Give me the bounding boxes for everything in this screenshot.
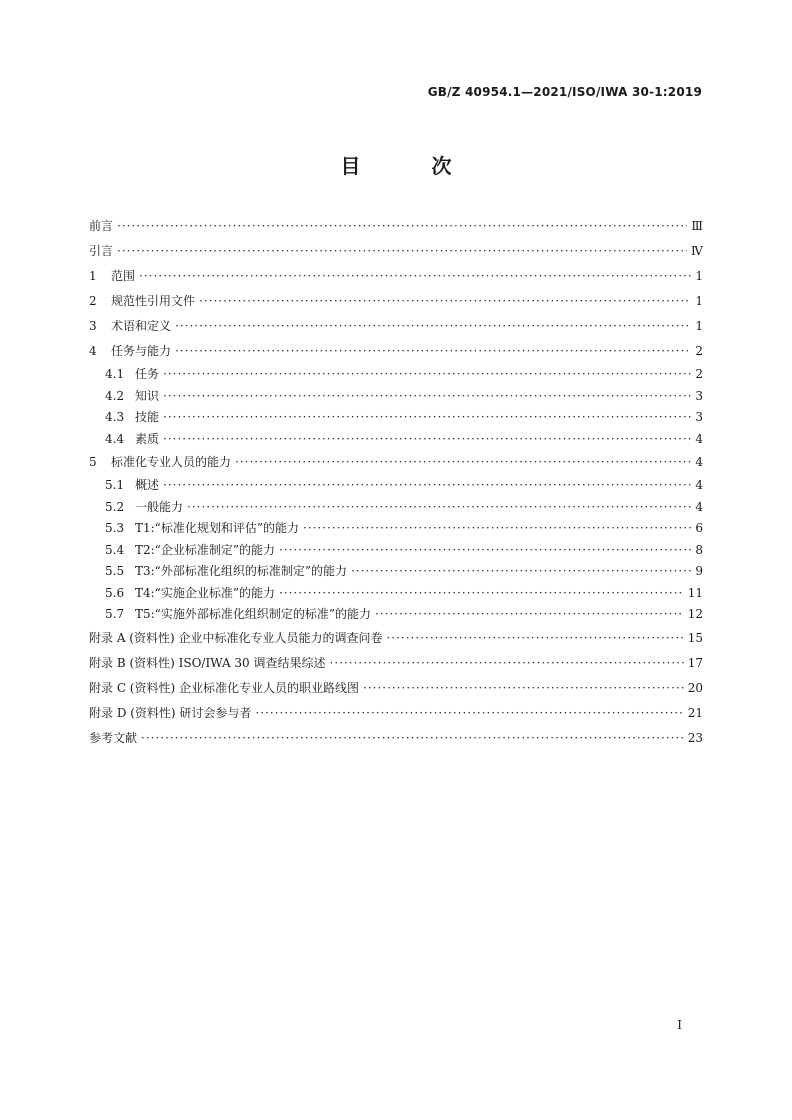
toc-entry-page: 4 bbox=[695, 478, 703, 492]
toc-entry-number: 5.5 bbox=[105, 564, 125, 578]
toc-entry[interactable] bbox=[89, 450, 703, 475]
toc-entry-number: 4.4 bbox=[105, 431, 125, 446]
toc-leader-dots bbox=[386, 626, 683, 651]
toc-entry-label: 技能 bbox=[135, 410, 160, 424]
toc-entry[interactable] bbox=[89, 386, 703, 408]
toc-entry-number: 5.3 bbox=[105, 521, 125, 535]
toc-entry-label: 任务与能力 bbox=[111, 344, 172, 358]
toc-leader-dots bbox=[163, 475, 691, 497]
toc-entry-number: 5.1 bbox=[105, 478, 125, 492]
standard-code: GB/Z 40954.1—2021/ISO/IWA 30-1:2019 bbox=[427, 85, 702, 99]
toc-leader-dots bbox=[187, 497, 691, 519]
toc-entry[interactable] bbox=[89, 676, 703, 701]
toc-entry[interactable] bbox=[89, 239, 703, 264]
toc-entry[interactable] bbox=[89, 604, 703, 626]
toc-entry-label: 术语和定义 bbox=[111, 319, 172, 333]
toc-entry[interactable] bbox=[89, 407, 703, 429]
toc-leader-dots bbox=[163, 429, 691, 451]
toc-entry-page: 1 bbox=[695, 269, 703, 283]
toc-entry[interactable] bbox=[89, 475, 703, 497]
toc-leader-dots bbox=[351, 561, 691, 583]
table-of-contents bbox=[89, 214, 703, 751]
toc-leader-dots bbox=[303, 518, 691, 540]
toc-leader-dots bbox=[175, 314, 691, 339]
toc-leader-dots bbox=[117, 214, 687, 239]
page-number: I bbox=[677, 1018, 682, 1032]
toc-entry-page: 4 bbox=[695, 431, 703, 446]
toc-entry[interactable] bbox=[89, 214, 703, 239]
toc-entry[interactable] bbox=[89, 626, 703, 651]
toc-leader-dots bbox=[255, 701, 683, 726]
toc-entry[interactable] bbox=[89, 364, 703, 386]
toc-entry-number: 5 bbox=[89, 455, 97, 469]
toc-entry-page: 6 bbox=[695, 521, 703, 535]
toc-entry-number: 5.6 bbox=[105, 585, 125, 600]
toc-entry-label: T2:“企业标准制定”的能力 bbox=[135, 542, 275, 557]
toc-leader-dots bbox=[363, 676, 684, 701]
toc-entry-page: 23 bbox=[687, 730, 703, 745]
toc-entry-page: 11 bbox=[687, 585, 703, 600]
toc-leader-dots bbox=[175, 339, 691, 364]
toc-entry[interactable] bbox=[89, 726, 703, 751]
toc-entry-page: 2 bbox=[695, 344, 703, 358]
toc-leader-dots bbox=[330, 651, 684, 676]
toc-entry[interactable] bbox=[89, 339, 703, 364]
toc-entry[interactable] bbox=[89, 429, 703, 451]
toc-entry-page: 3 bbox=[695, 410, 703, 424]
toc-leader-dots bbox=[117, 239, 687, 264]
toc-leader-dots bbox=[279, 540, 691, 562]
toc-leader-dots bbox=[199, 289, 691, 314]
toc-entry-label: 附录 B (资料性) ISO/IWA 30 调查结果综述 bbox=[89, 655, 326, 670]
toc-entry-number: 4.1 bbox=[105, 367, 125, 381]
toc-entry-label: 范围 bbox=[111, 269, 136, 283]
toc-entry-page: 17 bbox=[687, 655, 703, 670]
toc-leader-dots bbox=[163, 364, 691, 386]
toc-entry-page: 4 bbox=[695, 455, 703, 469]
toc-leader-dots bbox=[163, 386, 691, 408]
toc-entry-page: 21 bbox=[687, 705, 703, 720]
toc-leader-dots bbox=[375, 604, 684, 626]
toc-entry-number: 5.2 bbox=[105, 499, 125, 514]
toc-entry[interactable] bbox=[89, 540, 703, 562]
toc-entry-number: 4.3 bbox=[105, 410, 125, 424]
toc-entry-label: 附录 D (资料性) 研讨会参与者 bbox=[89, 705, 252, 720]
toc-entry-number: 4 bbox=[89, 344, 97, 358]
toc-entry-number: 5.4 bbox=[105, 542, 125, 557]
toc-entry-label: 参考文献 bbox=[89, 730, 138, 745]
toc-leader-dots bbox=[279, 583, 684, 605]
toc-entry[interactable] bbox=[89, 651, 703, 676]
toc-entry-number: 4.2 bbox=[105, 388, 125, 403]
toc-entry-label: 标准化专业人员的能力 bbox=[111, 455, 232, 469]
toc-entry-label: T5:“实施外部标准化组织制定的标准”的能力 bbox=[135, 607, 371, 621]
toc-entry[interactable] bbox=[89, 561, 703, 583]
toc-leader-dots bbox=[235, 450, 691, 475]
toc-entry-number: 3 bbox=[89, 319, 97, 333]
toc-leader-dots bbox=[141, 726, 684, 751]
toc-entry-label: 素质 bbox=[135, 431, 160, 446]
toc-entry-label: 规范性引用文件 bbox=[111, 294, 196, 308]
toc-entry-page: Ⅲ bbox=[691, 219, 703, 233]
toc-entry-page: 1 bbox=[695, 319, 703, 333]
toc-entry-label: 前言 bbox=[89, 219, 114, 233]
toc-entry-number: 1 bbox=[89, 269, 97, 283]
toc-leader-dots bbox=[139, 264, 691, 289]
toc-entry-page: 15 bbox=[687, 630, 703, 645]
toc-entry[interactable] bbox=[89, 518, 703, 540]
toc-entry-page: 3 bbox=[695, 388, 703, 403]
toc-entry-page: 4 bbox=[695, 499, 703, 514]
toc-entry-number: 2 bbox=[89, 294, 97, 308]
toc-entry-label: T3:“外部标准化组织的标准制定”的能力 bbox=[135, 564, 347, 578]
toc-leader-dots bbox=[163, 407, 691, 429]
toc-entry[interactable] bbox=[89, 264, 703, 289]
toc-entry-label: 一般能力 bbox=[135, 499, 184, 514]
toc-entry-page: 1 bbox=[695, 294, 703, 308]
toc-entry-label: 任务 bbox=[135, 367, 160, 381]
toc-entry-label: 知识 bbox=[135, 388, 160, 403]
toc-entry-number: 5.7 bbox=[105, 607, 125, 621]
toc-entry-label: 附录 C (资料性) 企业标准化专业人员的职业路线图 bbox=[89, 680, 359, 695]
page-title: 目 次 bbox=[340, 154, 484, 178]
toc-entry-page: 8 bbox=[695, 542, 703, 557]
toc-entry[interactable] bbox=[89, 289, 703, 314]
toc-entry[interactable] bbox=[89, 701, 703, 726]
toc-entry-page: Ⅳ bbox=[691, 244, 703, 258]
toc-entry[interactable] bbox=[89, 583, 703, 605]
toc-entry-page: 20 bbox=[687, 680, 703, 695]
toc-entry[interactable] bbox=[89, 314, 703, 339]
toc-entry-label: 概述 bbox=[135, 478, 160, 492]
toc-entry-label: 引言 bbox=[89, 244, 114, 258]
toc-entry-label: T1:“标准化规划和评估”的能力 bbox=[135, 521, 299, 535]
toc-entry-page: 2 bbox=[695, 367, 703, 381]
toc-entry-page: 9 bbox=[695, 564, 703, 578]
toc-entry-label: T4:“实施企业标准”的能力 bbox=[135, 585, 275, 600]
toc-entry[interactable] bbox=[89, 497, 703, 519]
toc-entry-page: 12 bbox=[687, 607, 703, 621]
toc-entry-label: 附录 A (资料性) 企业中标准化专业人员能力的调查问卷 bbox=[89, 630, 383, 645]
